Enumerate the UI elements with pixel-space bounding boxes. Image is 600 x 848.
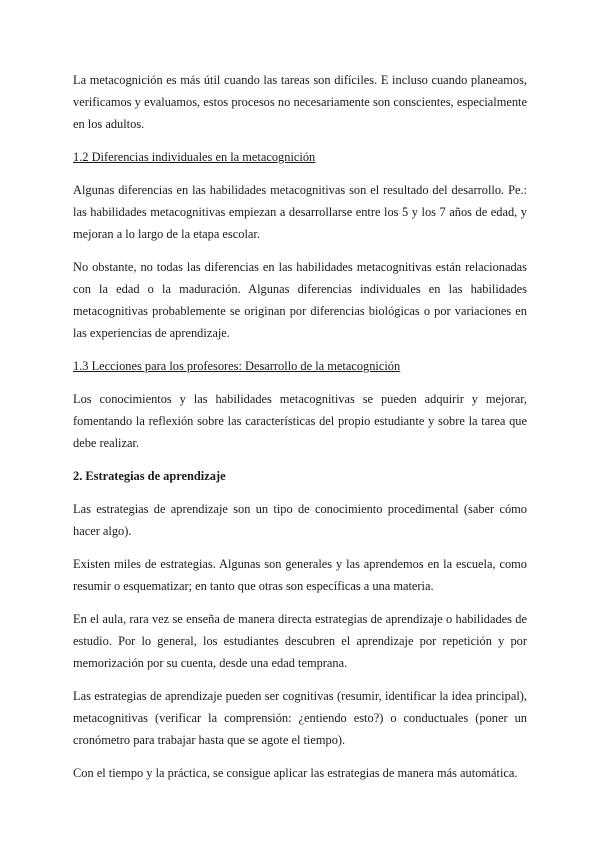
- document-page: [73, 69, 527, 795]
- section-1-2-paragraph-2: No obstante, no todas las diferencias en las habilidades metacognitivas están relacionadas con la edad o la maduración. Algunas diferencias individuales en las habilidades metacognitivas probablemente se originan por diferencias biológicas o por variaciones en las experiencias de aprendizaje.: [73, 260, 527, 340]
- section-1-3-heading: 1.3 Lecciones para los profesores: Desarrollo de la metacognición: [73, 359, 401, 373]
- section-2-paragraph-2: Existen miles de estrategias. Algunas son generales y las aprendemos en la escuela, como resumir o esquematizar; en tanto que otras son específicas a una materia.: [73, 557, 527, 593]
- section-2-paragraph-4: Las estrategias de aprendizaje pueden ser cognitivas (resumir, identificar la idea principal), metacognitivas (verificar la comprensión: ¿entiendo esto?) o conductuales (poner un cronómetro para trabajar hasta que se agote el tiempo).: [73, 689, 527, 747]
- section-2-paragraph-5: Con el tiempo y la práctica, se consigue aplicar las estrategias de manera más automática.: [73, 766, 518, 780]
- section-2-heading: 2. Estrategias de aprendizaje: [73, 469, 226, 483]
- intro-paragraph: La metacognición es más útil cuando las tareas son difíciles. E incluso cuando planeamos, verificamos y evaluamos, estos procesos no necesariamente son conscientes, especialmente en los adultos.: [73, 73, 527, 131]
- section-2-paragraph-1: Las estrategias de aprendizaje son un tipo de conocimiento procedimental (saber cómo hacer algo).: [73, 502, 527, 538]
- section-2-paragraph-3: En el aula, rara vez se enseña de manera directa estrategias de aprendizaje o habilidades de estudio. Por lo general, los estudiantes descubren el aprendizaje por repetición y por memorización por su cuenta, desde una edad temprana.: [73, 612, 527, 670]
- section-1-3-paragraph: Los conocimientos y las habilidades metacognitivas se pueden adquirir y mejorar, fomentando la reflexión sobre las características del propio estudiante y sobre la tarea que debe realizar.: [73, 392, 527, 450]
- section-1-2-paragraph-1: Algunas diferencias en las habilidades metacognitivas son el resultado del desarrollo. Pe.: las habilidades metacognitivas empiezan a desarrollarse entre los 5 y los 7 años de edad, y mejoran a lo largo de la etapa escolar.: [73, 183, 527, 241]
- section-1-2-heading: 1.2 Diferencias individuales en la metacognición: [73, 150, 316, 164]
